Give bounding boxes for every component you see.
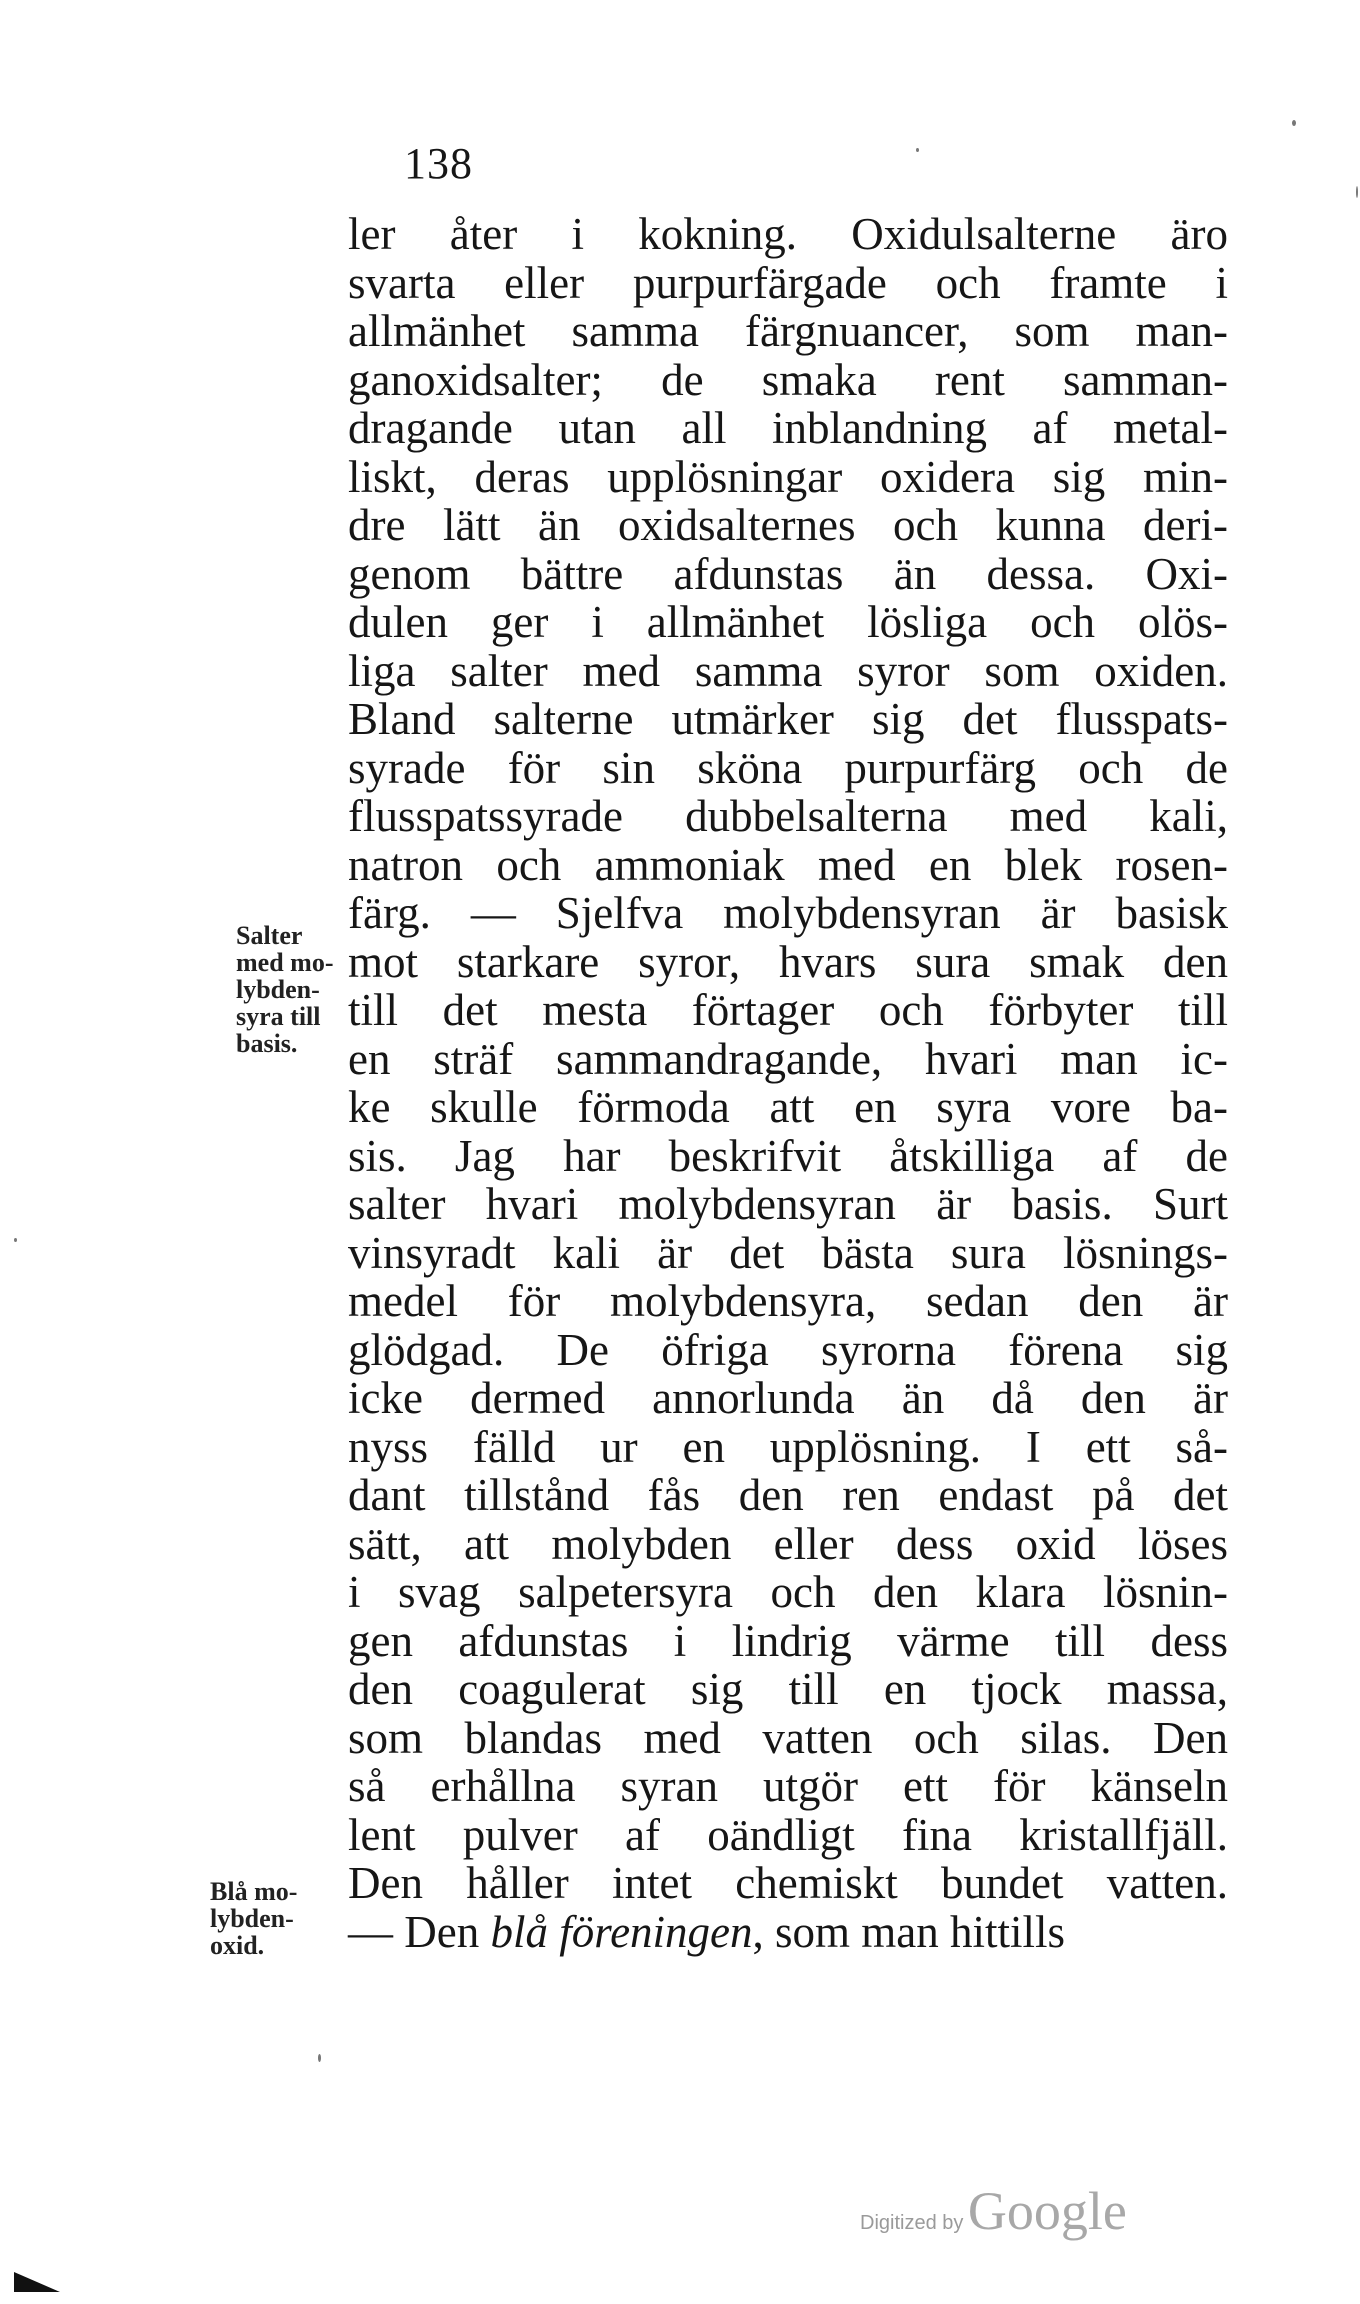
text-line: ke skulle förmoda att en syra vore ba- xyxy=(348,1082,1228,1132)
margin-note-salter xyxy=(236,922,346,1057)
text-line: salter hvari molybdensyran är basis. Surt xyxy=(348,1179,1228,1229)
text-line: natron och ammoniak med en blek rosen- xyxy=(348,839,1228,890)
text-line: färg. — Sjelfva molybdensyran är basisk xyxy=(348,888,1228,938)
margin-note-line: Salter xyxy=(236,921,303,950)
text-line: dre lätt än oxidsalternes och kunna deri- xyxy=(348,500,1228,550)
scan-speck xyxy=(1356,186,1358,198)
margin-note-line: med mo- xyxy=(236,948,334,977)
text-line: flusspatssyrade dubbelsalterna med kali, xyxy=(348,791,1228,841)
text-line: Bland salterne utmärker sig det flusspats- xyxy=(348,694,1228,744)
text-line: gen afdunstas i lindrig värme till dess xyxy=(348,1615,1228,1666)
scan-speck xyxy=(1292,120,1296,126)
scan-speck xyxy=(318,2054,321,2062)
margin-note-bla-oxid xyxy=(210,1878,342,1959)
scan-speck xyxy=(14,1238,17,1242)
margin-note-line: lybden- xyxy=(236,975,320,1004)
scan-speck xyxy=(916,148,919,152)
margin-note-line: syra till xyxy=(236,1002,321,1031)
text-line: syrade för sin sköna purpurfärg och de xyxy=(348,742,1228,793)
text-line: så erhållna syran utgör ett för känseln xyxy=(348,1761,1228,1811)
google-logo: Google xyxy=(967,2181,1127,2241)
text-line: liga salter med samma syror som oxiden. xyxy=(348,645,1228,696)
margin-note-line: lybden- xyxy=(210,1904,294,1933)
text-line: nyss fälld ur en upplösning. I ett så- xyxy=(348,1421,1228,1472)
text-line: glödgad. De öfriga syrorna förena sig xyxy=(348,1324,1228,1375)
text-line: ler åter i kokning. Oxidulsalterne äro xyxy=(348,209,1228,259)
text-line: genom bättre afdunstas än dessa. Oxi- xyxy=(348,548,1228,599)
text-line: en sträf sammandragande, hvari man ic- xyxy=(348,1033,1228,1084)
text-line: vinsyradt kali är det bästa sura lösnings- xyxy=(348,1227,1228,1278)
page-number: 138 xyxy=(404,139,473,188)
margin-note-line: Blå mo- xyxy=(210,1877,298,1906)
text-line: som blandas med vatten och silas. Den xyxy=(348,1712,1228,1763)
text-line: svarta eller purpurfärgade och framte i xyxy=(348,257,1228,308)
body-text xyxy=(348,210,1228,1956)
text-line: dragande utan all inblandning af metal- xyxy=(348,403,1228,453)
text-line: ganoxidsalter; de smaka rent samman- xyxy=(348,354,1228,405)
text-line: till det mesta förtager och förbyter till xyxy=(348,985,1228,1035)
text-line: dant tillstånd fås den ren endast på det xyxy=(348,1470,1228,1520)
text-line: liskt, deras upplösningar oxidera sig min- xyxy=(348,451,1228,502)
italic-phrase: blå föreningen xyxy=(490,1906,753,1957)
last-line-prefix: — Den xyxy=(348,1906,491,1957)
text-line: dulen ger i allmänhet lösliga och olös- xyxy=(348,597,1228,647)
last-line-suffix: , som man hittills xyxy=(752,1906,1066,1957)
text-line: den coagulerat sig till en tjock massa, xyxy=(348,1664,1228,1714)
text-line: lent pulver af oändligt fina kristallfjäll. xyxy=(348,1809,1228,1860)
text-line: allmänhet samma färgnuancer, som man- xyxy=(348,306,1228,356)
text-line: i svag salpetersyra och den klara lösnin- xyxy=(348,1567,1228,1617)
digitized-label: Digitized by xyxy=(860,2212,964,2234)
text-line: sätt, att molybden eller dess oxid löses xyxy=(348,1518,1228,1569)
digitized-by-google xyxy=(860,2180,1127,2242)
text-line: Den håller intet chemiskt bundet vatten. xyxy=(348,1858,1228,1908)
text-line: icke dermed annorlunda än då den är xyxy=(348,1373,1228,1423)
text-line: sis. Jag har beskrifvit åtskilliga af de xyxy=(348,1130,1228,1181)
text-line-last xyxy=(348,1908,1228,1957)
margin-note-line: oxid. xyxy=(210,1931,265,1960)
text-line: medel för molybdensyra, sedan den är xyxy=(348,1276,1228,1326)
text-line: mot starkare syror, hvars sura smak den xyxy=(348,936,1228,987)
margin-note-line: basis. xyxy=(236,1029,298,1058)
scan-corner-mark xyxy=(14,2272,60,2292)
